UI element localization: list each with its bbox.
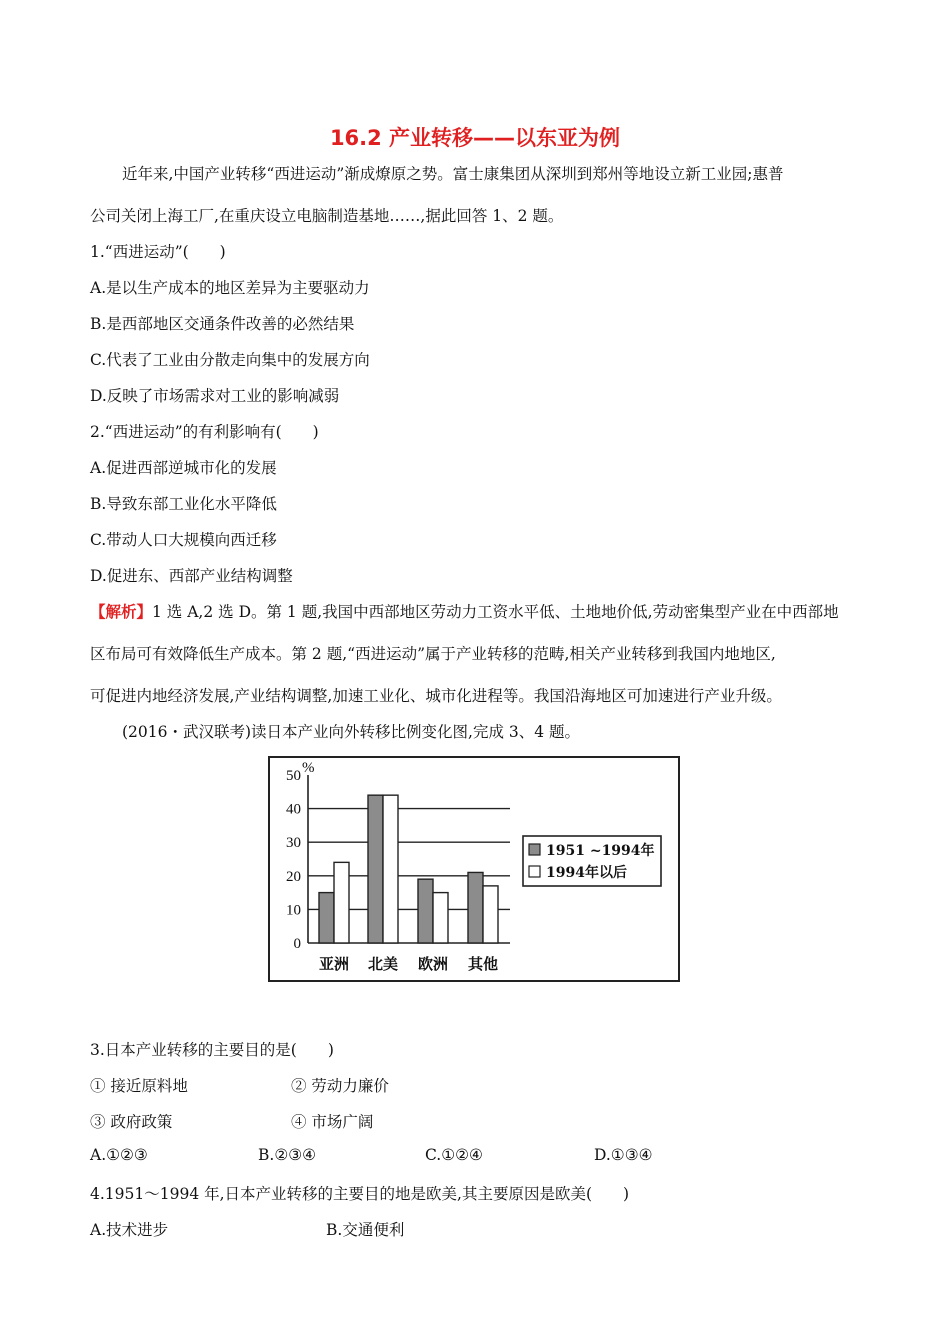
q3-option-a: A.①②③ <box>90 1146 148 1164</box>
analysis-line-3: 可促进内地经济发展,产业结构调整,加速工业化、城市化进程等。我国沿海地区可加速进行产业升级。 <box>90 687 782 705</box>
bar <box>483 886 498 943</box>
y-tick-label: 30 <box>286 835 301 852</box>
bar <box>319 893 334 943</box>
q4-stem: 4.1951～1994 年,日本产业转移的主要目的地是欧美,其主要原因是欧美( ) <box>90 1185 630 1203</box>
category-label: 其他 <box>467 955 499 973</box>
q3-item-2: ② 劳动力廉价 <box>291 1077 389 1095</box>
q3-item-1: ① 接近原料地 <box>90 1077 188 1095</box>
bar-chart <box>268 756 680 982</box>
q3-option-d: D.①③④ <box>594 1146 653 1164</box>
category-label: 亚洲 <box>318 955 350 973</box>
y-axis-unit: % <box>302 760 315 776</box>
q3-stem: 3.日本产业转移的主要目的是( ) <box>90 1041 334 1059</box>
y-tick-label: 50 <box>286 768 301 784</box>
q34-intro: (2016・武汉联考)读日本产业向外转移比例变化图,完成 3、4 题。 <box>122 723 581 741</box>
q2-option-a: A.促进西部逆城市化的发展 <box>90 459 277 477</box>
bar <box>468 872 483 943</box>
q2-option-d: D.促进东、西部产业结构调整 <box>90 567 293 585</box>
q1-option-b: B.是西部地区交通条件改善的必然结果 <box>90 315 355 333</box>
q2-option-b: B.导致东部工业化水平降低 <box>90 495 277 513</box>
legend-swatch <box>529 866 540 877</box>
legend-label: 1951 ~1994年 <box>546 843 655 859</box>
q2-stem: 2.“西进运动”的有利影响有( ) <box>90 423 319 441</box>
q1-option-c: C.代表了工业由分散走向集中的发展方向 <box>90 351 370 369</box>
y-tick-label: 20 <box>286 868 301 885</box>
y-tick-label: 40 <box>286 801 301 818</box>
category-label: 欧洲 <box>417 955 449 973</box>
analysis-line-2: 区布局可有效降低生产成本。第 2 题,“西进运动”属于产业转移的范畴,相关产业转移到我国内地地区, <box>90 645 776 663</box>
page-title: 16.2 产业转移——以东亚为例 <box>329 126 621 150</box>
y-tick-label: 0 <box>293 936 301 952</box>
q2-option-c: C.带动人口大规模向西迁移 <box>90 531 277 549</box>
q1-option-a: A.是以生产成本的地区差异为主要驱动力 <box>90 279 370 297</box>
analysis-tag: 【解析】 <box>90 602 153 621</box>
y-tick-label: 10 <box>286 902 301 919</box>
analysis-text-1: 1 选 A,2 选 D。第 1 题,我国中西部地区劳动力工资水平低、土地地价低,劳动密集型产业在中西部地 <box>152 603 839 621</box>
analysis-line-1 <box>90 600 839 622</box>
q3-option-c: C.①②④ <box>425 1146 483 1164</box>
bar <box>383 795 398 943</box>
q4-option-a: A.技术进步 <box>90 1221 169 1239</box>
q1-option-d: D.反映了市场需求对工业的影响减弱 <box>90 387 340 405</box>
intro-line-1: 近年来,中国产业转移“西进运动”渐成燎原之势。富士康集团从深圳到郑州等地设立新工业园;惠普 <box>122 165 784 183</box>
legend-label: 1994年以后 <box>546 865 627 881</box>
legend-swatch <box>529 844 540 855</box>
bar <box>334 862 349 943</box>
bar <box>368 795 383 943</box>
bar <box>433 893 448 943</box>
intro-line-2: 公司关闭上海工厂,在重庆设立电脑制造基地……,据此回答 1、2 题。 <box>90 207 564 225</box>
q3-item-4: ④ 市场广阔 <box>291 1113 374 1131</box>
q4-option-b: B.交通便利 <box>326 1221 405 1239</box>
category-label: 北美 <box>367 955 399 973</box>
q3-option-b: B.②③④ <box>258 1146 317 1164</box>
q1-stem: 1.“西进运动”( ) <box>90 243 226 261</box>
q3-item-3: ③ 政府政策 <box>90 1113 173 1131</box>
bar <box>418 879 433 943</box>
chart-svg <box>270 758 678 980</box>
